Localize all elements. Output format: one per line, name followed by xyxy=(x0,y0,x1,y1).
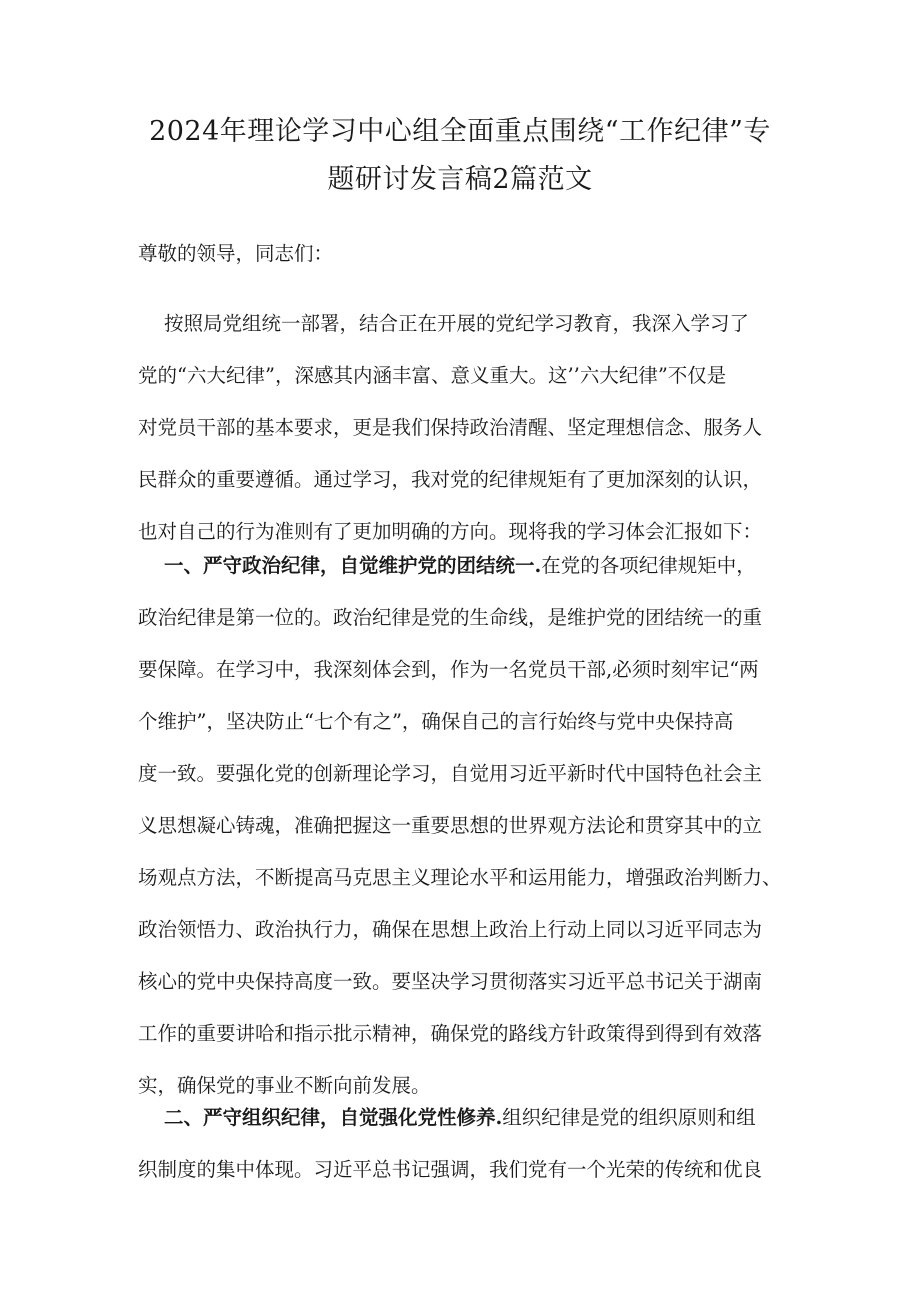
paragraph-line: 按照局党组统一部署，结合正在开展的党纪学习教育，我深入学习了 xyxy=(164,312,750,335)
paragraph-line: 民群众的重要遵循。通过学习，我对党的纪律规矩有了更加深刻的认识， xyxy=(138,468,763,491)
paragraph-line: 对党员干部的基本要求，更是我们保持政治清醒、坚定理想信念、服务人 xyxy=(138,416,763,439)
paragraph-line: 政治纪律是第一位的。政治纪律是党的生命线，是维护党的团结统一的重 xyxy=(138,606,763,629)
paragraph-line: 实，确保党的事业不断向前发展。 xyxy=(138,1074,431,1097)
document-title xyxy=(90,108,830,204)
paragraph-first-line xyxy=(138,540,783,592)
salutation: 尊敬的领导，同志们： xyxy=(138,242,334,265)
paragraph-line: 个维护”，坚决防止“七个有之”，确保自己的言行始终与党中央保持高 xyxy=(138,710,734,733)
section-heading-2: 二、严守组织纪律，自觉强化党性修养. xyxy=(164,1106,503,1129)
paragraph-line: 也对自己的行为准则有了更加明确的方向。现将我的学习体会汇报如下： xyxy=(138,520,763,543)
title-line-2: 题研讨发言稿2篇范文 xyxy=(327,164,593,195)
section-heading-1: 一、严守政治纪律，自觉维护党的团结统一. xyxy=(164,554,542,577)
paragraph-intro xyxy=(138,298,783,558)
paragraph-line: 政治领悟力、政治执行力，确保在思想上政治上行动上同以习近平同志为 xyxy=(138,918,763,941)
paragraph-line: 场观点方法，不断提高马克思主义理论水平和运用能力，增强政治判断力、 xyxy=(138,866,782,889)
paragraph-line: 义思想凝心铸魂，准确把握这一重要思想的世界观方法论和贯穿其中的立 xyxy=(138,814,763,837)
paragraph-text: 组织纪律是党的组织原则和组 xyxy=(502,1106,756,1129)
title-line-1: 2024年理论学习中心组全面重点围绕“工作纪律”专 xyxy=(149,116,771,147)
paragraph-organizational-discipline xyxy=(138,1092,783,1196)
paragraph-line: 织制度的集中体现。习近平总书记强调，我们党有一个光荣的传统和优良 xyxy=(138,1158,763,1181)
paragraph-line: 党的“六大纪律”，深感其内涵丰富、意义重大。这’’六大纪律”不仅是 xyxy=(138,364,727,387)
paragraph-line: 要保障。在学习中，我深刻体会到，作为一名党员干部,必须时刻牢记“两 xyxy=(138,658,759,681)
paragraph-first-line xyxy=(138,1092,783,1144)
paragraph-political-discipline xyxy=(138,540,783,1112)
paragraph-line: 工作的重要讲哈和指示批示精神，确保党的路线方针政策得到得到有效落 xyxy=(138,1022,763,1045)
paragraph-line: 度一致。要强化党的创新理论学习，自觉用习近平新时代中国特色社会主 xyxy=(138,762,763,785)
paragraph-line: 核心的党中央保持高度一致。要坚决学习贯彻落实习近平总书记关于湖南 xyxy=(138,970,763,993)
paragraph-text: 在党的各项纪律规矩中， xyxy=(541,554,756,577)
